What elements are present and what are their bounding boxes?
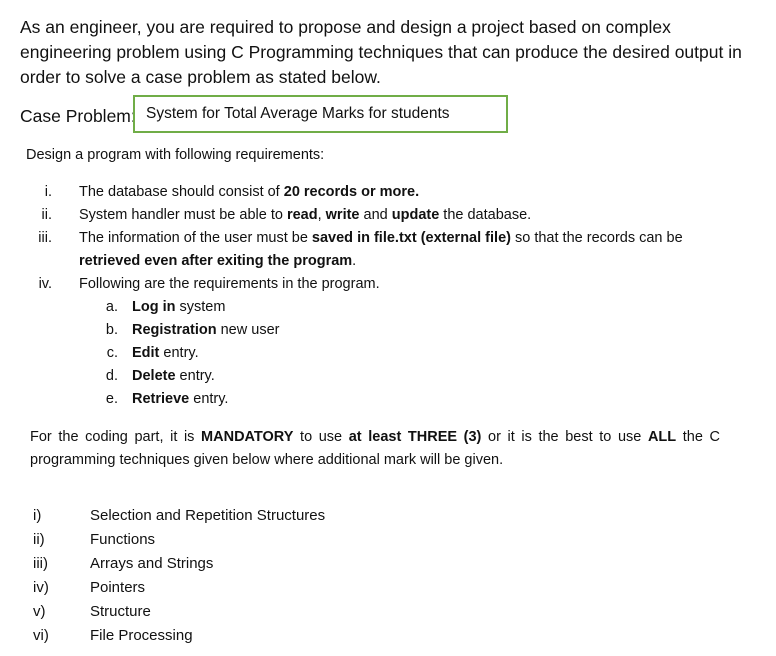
requirement-text: System handler must be able to read, write and update the database. <box>79 207 532 223</box>
requirement-number: ii. <box>41 207 52 223</box>
coding-paragraph: For the coding part, it is MANDATORY to use at least THREE (3) or it is the best to use ALL the C programming techniques given below where additional mark will be given. <box>30 429 720 468</box>
requirement-text: retrieved even after exiting the program. <box>79 253 357 269</box>
requirement-text: The database should consist of 20 records or more. <box>79 184 420 200</box>
requirement-number: i. <box>44 184 52 200</box>
requirement-number: iii. <box>38 230 52 246</box>
requirement-number: iv. <box>38 276 52 292</box>
case-problem-label: Case Problem: <box>20 106 136 126</box>
case-problem-box: System for Total Average Marks for students <box>133 95 508 133</box>
requirements-title: Design a program with following requirements: <box>26 147 325 163</box>
requirement-text: The information of the user must be saved in file.txt (external file) so that the records can be <box>79 230 683 246</box>
requirement-text: Following are the requirements in the program. <box>79 276 380 292</box>
intro-paragraph: As an engineer, you are required to propose and design a project based on complex engineering problem using C Programming techniques that can produce the desired output in order to solve a case problem as stated below. <box>20 17 742 87</box>
